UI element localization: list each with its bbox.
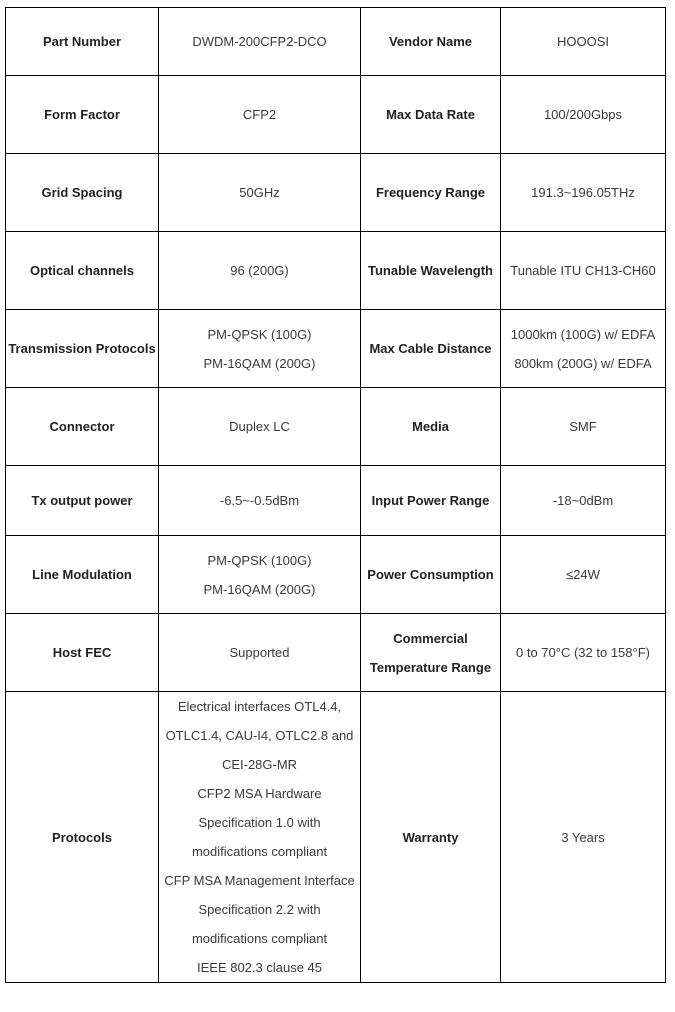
spec-value bbox=[501, 614, 666, 692]
spec-label: Tx output power bbox=[6, 466, 159, 536]
spec-value bbox=[159, 8, 361, 76]
spec-value-line: DWDM-200CFP2-DCO bbox=[192, 34, 327, 49]
spec-label-line: Tunable Wavelength bbox=[368, 263, 493, 278]
spec-label-line: Media bbox=[412, 419, 449, 434]
spec-value bbox=[501, 466, 666, 536]
spec-label bbox=[361, 536, 501, 614]
spec-value bbox=[501, 154, 666, 232]
spec-value-line: Tunable ITU CH13-CH60 bbox=[510, 263, 656, 278]
spec-label bbox=[361, 466, 501, 536]
spec-label: Connector bbox=[6, 388, 159, 466]
table-row bbox=[6, 388, 666, 466]
spec-value-line: SMF bbox=[569, 419, 597, 434]
table-row bbox=[6, 232, 666, 310]
table-row bbox=[6, 310, 666, 388]
spec-value-line: PM-QPSK (100G) bbox=[207, 552, 312, 568]
spec-value-line: Specification 1.0 with bbox=[198, 815, 321, 830]
spec-value-line: Supported bbox=[229, 645, 290, 660]
table-row bbox=[6, 466, 666, 536]
spec-label bbox=[361, 614, 501, 692]
spec-value bbox=[501, 536, 666, 614]
spec-value-line: OTLC1.4, CAU-I4, OTLC2.8 and bbox=[165, 728, 354, 743]
table-row bbox=[6, 536, 666, 614]
spec-label-line: Commercial bbox=[393, 630, 468, 646]
spec-value-line: 0 to 70°C (32 to 158°F) bbox=[516, 645, 650, 660]
spec-value bbox=[501, 76, 666, 154]
spec-value-line: CFP2 MSA Hardware bbox=[197, 786, 322, 801]
table-row bbox=[6, 154, 666, 232]
spec-label-line: Input Power Range bbox=[371, 493, 490, 508]
spec-value-line: 191.3~196.05THz bbox=[531, 185, 635, 200]
spec-value bbox=[159, 614, 361, 692]
table-row bbox=[6, 692, 666, 983]
spec-value-line: 96 (200G) bbox=[230, 263, 289, 278]
spec-value bbox=[501, 388, 666, 466]
spec-value bbox=[159, 692, 361, 983]
spec-label: Grid Spacing bbox=[6, 154, 159, 232]
spec-label: Optical channels bbox=[6, 232, 159, 310]
spec-value bbox=[159, 388, 361, 466]
spec-value bbox=[501, 310, 666, 388]
spec-label: Form Factor bbox=[6, 76, 159, 154]
spec-label: Protocols bbox=[6, 692, 159, 983]
spec-value-line: 100/200Gbps bbox=[543, 107, 623, 122]
spec-label-line: Temperature Range bbox=[369, 659, 492, 675]
spec-label bbox=[361, 232, 501, 310]
table-row bbox=[6, 614, 666, 692]
spec-value-line: CEI-28G-MR bbox=[221, 757, 298, 772]
spec-label-line: Max Cable Distance bbox=[369, 341, 492, 356]
spec-value bbox=[159, 232, 361, 310]
spec-value bbox=[159, 536, 361, 614]
spec-value bbox=[501, 232, 666, 310]
spec-label bbox=[361, 388, 501, 466]
spec-label-line: Vendor Name bbox=[388, 34, 473, 49]
spec-value-line: HOOOSI bbox=[556, 34, 609, 49]
spec-table-body bbox=[6, 8, 666, 983]
spec-label bbox=[361, 154, 501, 232]
spec-table bbox=[5, 7, 666, 983]
spec-label: Line Modulation bbox=[6, 536, 159, 614]
spec-value-line: modifications compliant bbox=[191, 931, 328, 946]
spec-value-line: -18~0dBm bbox=[552, 493, 614, 508]
spec-label: Part Number bbox=[6, 8, 159, 76]
spec-value-line: 1000km (100G) w/ EDFA bbox=[510, 326, 656, 342]
spec-label: Transmission Protocols bbox=[6, 310, 159, 388]
spec-value bbox=[501, 8, 666, 76]
spec-value bbox=[159, 466, 361, 536]
spec-value bbox=[159, 76, 361, 154]
spec-label bbox=[361, 76, 501, 154]
spec-value bbox=[159, 154, 361, 232]
spec-label-line: Warranty bbox=[402, 829, 459, 845]
spec-value bbox=[501, 692, 666, 983]
spec-label-line: Max Data Rate bbox=[386, 107, 475, 122]
spec-value-line: CFP2 bbox=[242, 107, 277, 122]
spec-label bbox=[361, 310, 501, 388]
table-row bbox=[6, 76, 666, 154]
spec-value-line: PM-16QAM (200G) bbox=[203, 355, 316, 371]
spec-value-line: 50GHz bbox=[239, 185, 280, 200]
spec-label: Host FEC bbox=[6, 614, 159, 692]
table-row bbox=[6, 8, 666, 76]
spec-value bbox=[159, 310, 361, 388]
spec-label-line: Power Consumption bbox=[367, 567, 494, 582]
spec-value-line: IEEE 802.3 clause 45 bbox=[196, 960, 323, 975]
spec-label bbox=[361, 8, 501, 76]
spec-label-line: Frequency Range bbox=[375, 185, 486, 200]
spec-value-line: ≤24W bbox=[566, 567, 600, 582]
spec-value-line: PM-16QAM (200G) bbox=[203, 581, 316, 597]
spec-value-line: CFP MSA Management Interface bbox=[164, 873, 355, 888]
spec-value-line: Electrical interfaces OTL4.4, bbox=[177, 699, 342, 714]
spec-value-line: PM-QPSK (100G) bbox=[207, 326, 312, 342]
spec-value-line: 3 Years bbox=[561, 829, 605, 845]
spec-value-line: -6.5~-0.5dBm bbox=[219, 493, 300, 508]
spec-value-line: Specification 2.2 with bbox=[198, 902, 321, 917]
spec-label bbox=[361, 692, 501, 983]
spec-value-line: Duplex LC bbox=[229, 419, 290, 434]
spec-value-line: modifications compliant bbox=[191, 844, 328, 859]
spec-value-line: 800km (200G) w/ EDFA bbox=[514, 355, 652, 371]
